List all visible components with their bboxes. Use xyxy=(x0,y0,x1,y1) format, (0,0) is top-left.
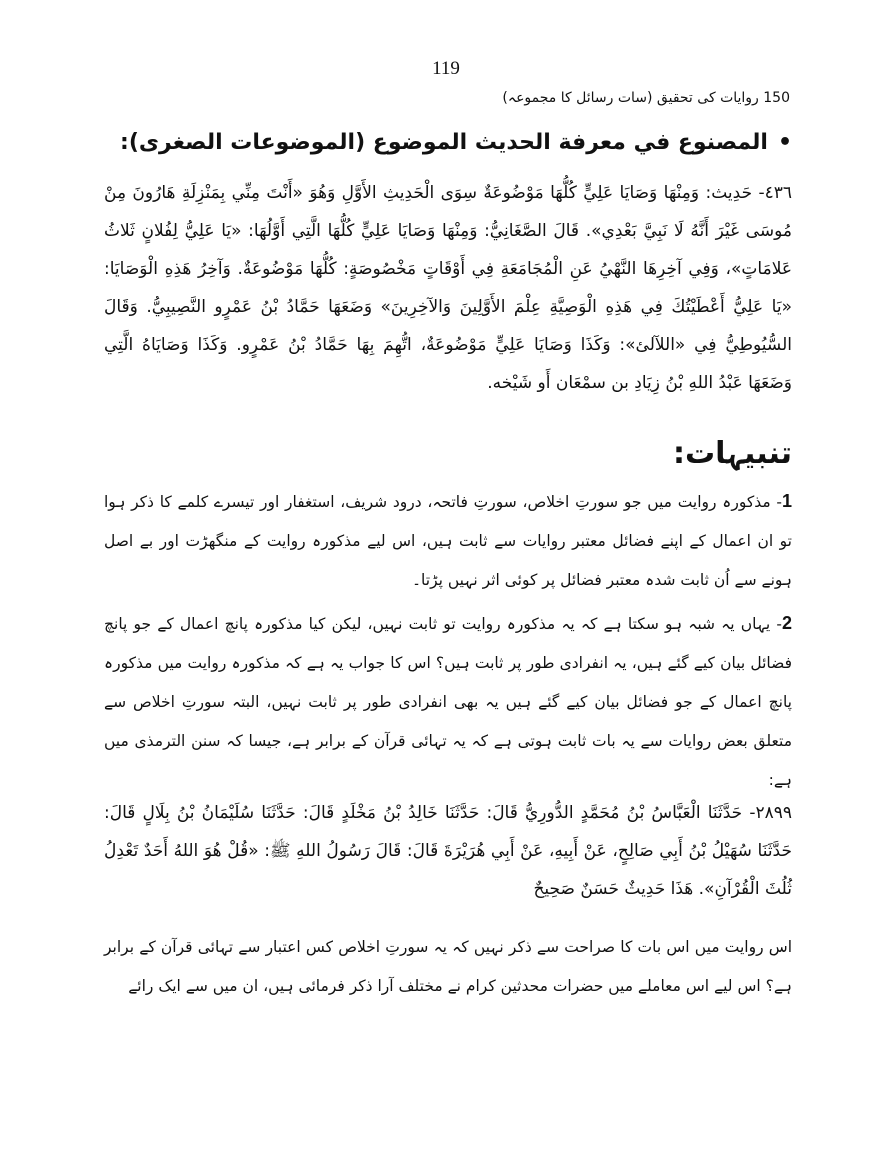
note-2-number: 2 xyxy=(781,613,792,633)
note-2-paragraph xyxy=(104,604,792,800)
note-1-text: - مذکورہ روایت میں جو سورتِ اخلاص، سورتِ فاتحہ، درود شریف، استغفار اور تیسرے کلمے کا ذکر ہوا تو ان اعمال کے اپنے فضائل معتبر روایات سے ثابت ہیں، اس لیے مذکورہ روایت کے منگھڑت اور بے اصل ہونے سے اُن ثابت شدہ معتبر فضائل پر کوئی اثر نہیں پڑتا۔ xyxy=(104,493,792,589)
closing-paragraph: اس روایت میں اس بات کا صراحت سے ذکر نہیں کہ یہ سورتِ اخلاص کس اعتبار سے تہائی قرآن کے برابر ہے؟ اس لیے اس معاملے میں حضرات محدثین کرام نے مختلف آرا ذکر فرمائی ہیں، ان میں سے ایک رائے xyxy=(104,938,792,995)
note-1-number: 1 xyxy=(781,491,792,511)
hadith-2899-paragraph: ٢٨٩٩- حَدَّثَنَا الْعَبَّاسُ بْنُ مُحَمَّدٍ الدُّورِيُّ قَالَ: حَدَّثَنَا خَالِدُ بْنُ مَخْلَدٍ قَالَ: حَدَّثَنَا سُلَيْمَانُ بْنُ بِلَالٍ قَالَ: حَدَّثَنَا سُهَيْلُ بْنُ أَبِي صَالِحٍ، عَنْ أَبِيهِ، عَنْ أَبِي هُرَيْرَةَ قَالَ: قَالَ رَسُولُ اللهِ ﷺ: «قُلْ هُوَ اللهُ أَحَدٌ تَعْدِلُ ثُلُثَ الْقُرْآنِ». هَذَا حَدِيثٌ حَسَنٌ صَحِيحٌ xyxy=(104,803,792,899)
note-2-text: - یہاں یہ شبہ ہو سکتا ہے کہ یہ مذکورہ روایت تو ثابت نہیں، لیکن کیا مذکورہ پانچ اعمال کے جو پانچ فضائل بیان کیے گئے ہیں، یہ انفرادی طور پر ثابت ہیں؟ اس کا جواب یہ ہے کہ مذکورہ روایت میں مذکورہ پانچ اعمال کے جو فضائل بیان کیے گئے ہیں یہ بھی انفرادی طور پر ثابت نہیں، البتہ سورتِ اخلاص سے متعلق بعض روایات سے یہ بات ثابت ہوتی ہے کہ یہ تہائی قرآن کے برابر ہے، جیسا کہ سنن الترمذی میں ہے: xyxy=(104,615,792,789)
bullet-icon: • xyxy=(777,130,792,155)
note-1-paragraph xyxy=(104,482,792,600)
page-number: 119 xyxy=(432,58,460,79)
hadith-436-paragraph: ٤٣٦- حَدِيث: وَمِنْهَا وَصَايَا عَلِيٍّ كُلُّهَا مَوْضُوعَةٌ سِوَى الْحَدِيثِ الأَوَّلِ وَهُوَ «أَنْتَ مِنِّي بِمَنْزِلَةِ هَارُونَ مِنْ مُوسَى غَيْرَ أَنَّهُ لَا نَبِيَّ بَعْدِي». قَالَ الصَّغَانِيُّ: وَمِنْهَا وَصَايَا عَلِيٍّ كُلُّهَا الَّتِي أَوَّلُهَا: «يَا عَلِيُّ لِفُلانٍ ثَلاثُ عَلامَاتٍ»، وَفِي آخِرِهَا النَّهْيُ عَنِ الْمُجَامَعَةِ فِي أَوْقَاتٍ مَخْصُوصَةٍ: كُلُّهَا مَوْضُوعَةٌ. وَآخِرُ هَذِهِ الْوَصَايَا: «يَا عَلِيُّ أَعْطَيْتُكَ فِي هَذِهِ الْوَصِيَّةِ عِلْمَ الأَوَّلِينَ وَالآخِرِينَ» وَضَعَهَا حَمَّادُ بْنُ عَمْرٍو النَّصِيبِيُّ. وَقَالَ السُّيُوطِيُّ فِي «اللآلئ»: وَكَذَا وَصَايَا عَلِيٍّ مَوْضُوعَةٌ، اتُّهِمَ بِهَا حَمَّادُ بْنُ عَمْرٍو. وَكَذَا وَصَايَاهُ الَّتِي وَضَعَهَا عَبْدُ اللهِ بْنُ زِيَادِ بن سمْعَان أَو شَيْخه. xyxy=(104,183,792,393)
section-heading xyxy=(104,126,792,160)
running-header: 150 روایات کی تحقیق (سات رسائل کا مجموعہ) xyxy=(502,90,790,106)
section-heading-text: المصنوع في معرفة الحديث الموضوع (الموضوعات الصغرى): xyxy=(120,130,768,155)
tanbihat-heading: تنبیہات: xyxy=(673,436,792,471)
